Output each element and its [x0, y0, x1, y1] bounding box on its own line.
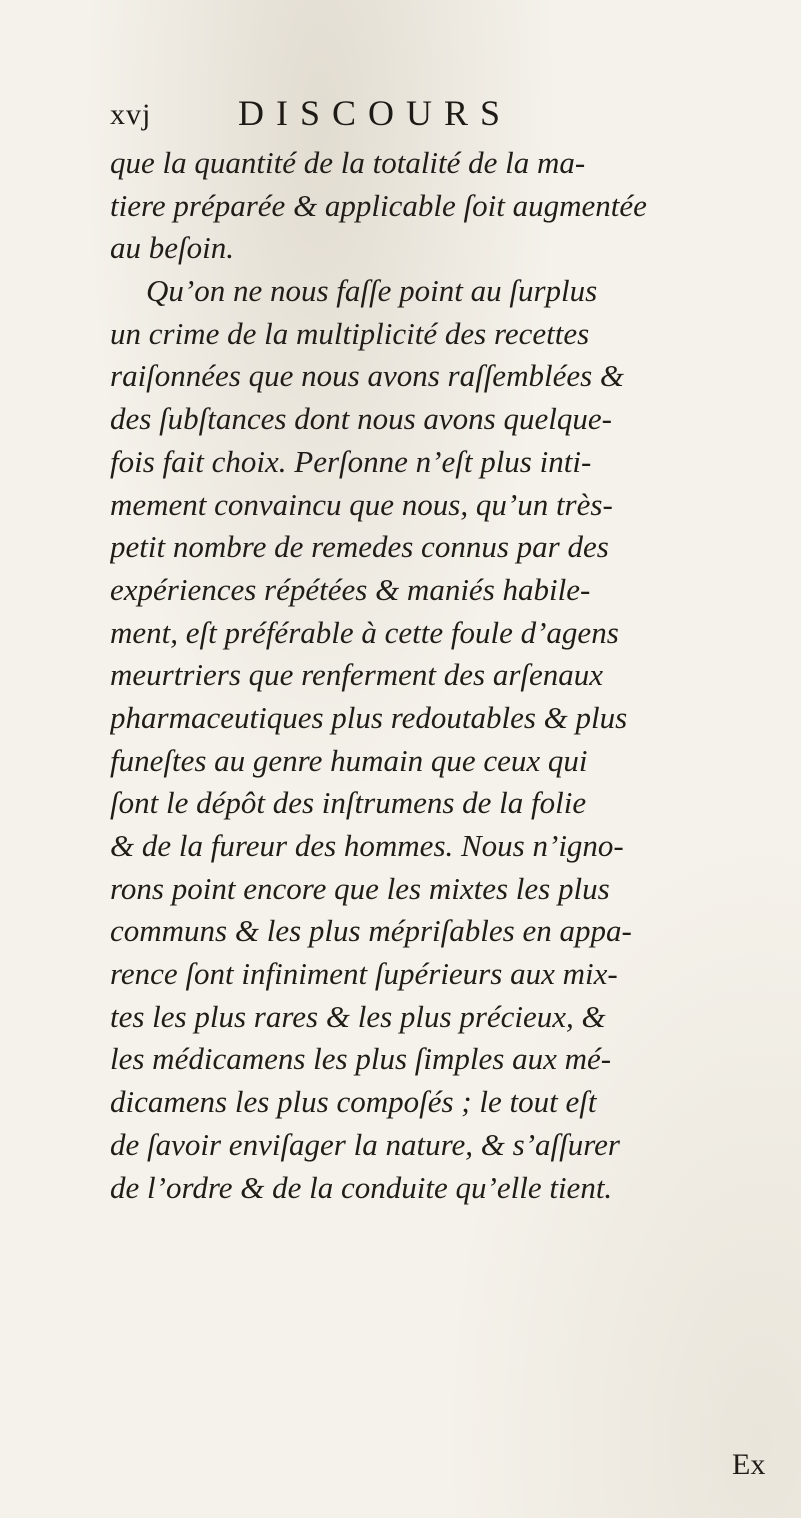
- text-line: pharmaceutiques plus redoutables & plus: [110, 699, 628, 735]
- running-head: DISCOURS: [238, 93, 513, 133]
- text-line: un crime de la multiplicité des recettes: [110, 315, 590, 351]
- text-line: & de la fureur des hommes. Nous n’igno-: [110, 828, 624, 863]
- text-line: les médicamens les plus ſimples aux mé-: [110, 1041, 612, 1077]
- text-line: tes les plus rares & les plus précieux, &: [110, 998, 606, 1034]
- catchword: Ex: [732, 1448, 766, 1481]
- text-line: rons point encore que les mixtes les plus: [110, 870, 610, 906]
- text-line: ment, eſt préférable à cette foule d’agens: [110, 614, 619, 650]
- text-line: de ſavoir enviſager la nature, & s’aſſurer: [110, 1126, 620, 1162]
- text-line: expériences répétées & maniés habile-: [110, 571, 591, 607]
- text-line: rence ſont infiniment ſupérieurs aux mix-: [110, 956, 618, 992]
- text-line: raiſonnées que nous avons raſſemblées &: [110, 358, 625, 394]
- paragraph-start-line: Qu’on ne nous faſſe point au ſurplus: [146, 273, 598, 309]
- text-line: funeſtes au genre humain que ceux qui: [110, 742, 588, 778]
- page-header: [110, 88, 670, 138]
- text-line: fois fait choix. Perſonne n’eſt plus inti-: [110, 443, 592, 479]
- text-line: meurtriers que renferment des arſenaux: [110, 657, 604, 693]
- text-line: de l’ordre & de la conduite qu’elle tient.: [110, 1169, 613, 1205]
- text-line: dicamens les plus compoſés ; le tout eſt: [110, 1084, 597, 1120]
- text-line: mement convaincu que nous, qu’un très-: [110, 486, 613, 522]
- body-text: [110, 142, 720, 1209]
- text-line: communs & les plus mépriſables en appa-: [110, 913, 632, 949]
- page-number: xvj: [110, 98, 152, 131]
- text-line: au beſoin.: [110, 230, 234, 266]
- text-line: ſont le dépôt des inſtrumens de la folie: [110, 785, 587, 821]
- text-line: petit nombre de remedes connus par des: [110, 529, 609, 565]
- text-line: que la quantité de la totalité de la ma-: [110, 145, 586, 180]
- text-line: tiere préparée & applicable ſoit augmentée: [110, 187, 647, 223]
- text-line: des ſubſtances dont nous avons quelque-: [110, 401, 612, 437]
